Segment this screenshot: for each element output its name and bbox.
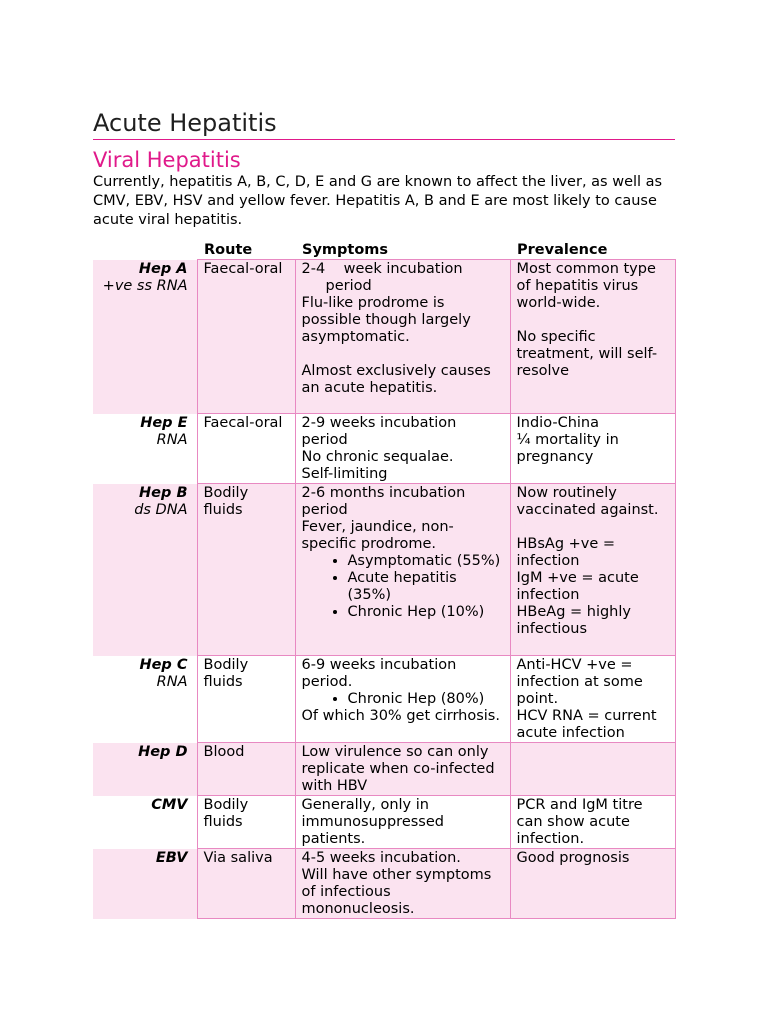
symptoms-cell xyxy=(295,484,510,656)
table-row xyxy=(93,414,675,484)
virus-genome: RNA xyxy=(156,431,188,448)
symptom-text: 2-4 week incubation xyxy=(301,261,463,277)
prevalence-text: HBeAg = highly infectious xyxy=(516,604,631,637)
table-row xyxy=(93,260,675,414)
prevalence-cell xyxy=(510,796,675,849)
virus-name: Hep B xyxy=(139,484,188,501)
prevalence-text: Indio-China xyxy=(516,415,599,431)
virus-name-cell xyxy=(93,260,197,414)
prevalence-text: No specific treatment, will self-resolve xyxy=(516,329,658,379)
symptom-text: 4-5 weeks incubation. xyxy=(301,850,461,866)
column-header-route: Route xyxy=(204,242,253,258)
page-title: Acute Hepatitis xyxy=(93,108,675,140)
virus-name-cell xyxy=(93,484,197,656)
virus-genome: +ve ss RNA xyxy=(102,277,188,294)
symptom-text: Will have other symptoms of infectious mononucleosis. xyxy=(301,867,492,917)
hepatitis-table xyxy=(93,259,676,919)
column-header-prevalence: Prevalence xyxy=(517,242,608,258)
prevalence-text: ¼ mortality in pregnancy xyxy=(516,432,619,465)
route-cell: Blood xyxy=(197,743,295,796)
symptoms-cell xyxy=(295,796,510,849)
list-item: • Chronic Hep (10%) xyxy=(348,604,504,621)
virus-genome: RNA xyxy=(156,673,188,690)
table-row xyxy=(93,796,675,849)
symptom-text: Fever, jaundice, non-specific prodrome. xyxy=(301,519,454,552)
table-row xyxy=(93,656,675,743)
symptom-bullet-list xyxy=(302,553,504,621)
virus-name: Hep E xyxy=(140,414,188,431)
symptoms-cell xyxy=(295,656,510,743)
table-row xyxy=(93,484,675,656)
symptom-text: 6-9 weeks incubation period. xyxy=(301,657,457,690)
virus-name: CMV xyxy=(151,796,188,813)
symptom-text: Of which 30% get cirrhosis. xyxy=(301,708,500,724)
route-cell: Via saliva xyxy=(197,849,295,919)
symptoms-cell xyxy=(295,414,510,484)
route-cell: Bodily fluids xyxy=(197,656,295,743)
virus-name-cell xyxy=(93,414,197,484)
prevalence-cell xyxy=(510,849,675,919)
prevalence-cell xyxy=(510,656,675,743)
virus-name-cell xyxy=(93,796,197,849)
symptoms-cell xyxy=(295,849,510,919)
symptom-text: Self-limiting xyxy=(301,466,388,482)
section-heading: Viral Hepatitis xyxy=(93,148,241,172)
symptom-text: Flu-like prodrome is possible though largely asymptomatic. xyxy=(301,295,471,345)
prevalence-text: Most common type of hepatitis virus world-wide. xyxy=(516,261,656,311)
virus-genome: ds DNA xyxy=(134,501,188,518)
virus-name: Hep D xyxy=(138,743,188,760)
virus-name-cell xyxy=(93,849,197,919)
symptoms-cell xyxy=(295,260,510,414)
symptom-text: Almost exclusively causes an acute hepatitis. xyxy=(301,363,491,396)
symptom-text: No chronic sequalae. xyxy=(301,449,454,465)
virus-name: Hep C xyxy=(139,656,188,673)
list-item: • Asymptomatic (55%) xyxy=(348,553,504,570)
list-item: • Acute hepatitis (35%) xyxy=(348,570,504,604)
virus-name: EBV xyxy=(155,849,188,866)
route-cell: Bodily fluids xyxy=(197,484,295,656)
prevalence-text: HBsAg +ve = infection xyxy=(516,536,616,569)
prevalence-cell xyxy=(510,260,675,414)
virus-name-cell xyxy=(93,656,197,743)
prevalence-cell xyxy=(510,484,675,656)
symptom-text: 2-6 months incubation period xyxy=(301,485,466,518)
prevalence-text: Now routinely vaccinated against. xyxy=(516,485,659,518)
symptom-text: Low virulence so can only replicate when co-infected with HBV xyxy=(301,744,495,794)
route-cell: Faecal-oral xyxy=(197,414,295,484)
table-row xyxy=(93,849,675,919)
route-cell: Bodily fluids xyxy=(197,796,295,849)
symptoms-cell xyxy=(295,743,510,796)
symptom-text: Generally, only in immunosuppressed patients. xyxy=(301,797,444,847)
route-cell: Faecal-oral xyxy=(197,260,295,414)
prevalence-cell xyxy=(510,743,675,796)
list-item: • Chronic Hep (80%) xyxy=(348,691,504,708)
prevalence-text: IgM +ve = acute infection xyxy=(516,570,639,603)
prevalence-text: HCV RNA = current acute infection xyxy=(516,708,657,741)
prevalence-text: Anti-HCV +ve = infection at some point. xyxy=(516,657,643,707)
prevalence-text: Good prognosis xyxy=(516,850,630,866)
virus-name: Hep A xyxy=(138,260,188,277)
prevalence-text: PCR and IgM titre can show acute infection. xyxy=(516,797,643,847)
symptom-bullet-list xyxy=(302,691,504,708)
virus-name-cell xyxy=(93,743,197,796)
column-header-symptoms: Symptoms xyxy=(302,242,389,258)
table-row xyxy=(93,743,675,796)
intro-paragraph: Currently, hepatitis A, B, C, D, E and G are known to affect the liver, as well as CMV, EBV, HSV and yellow fever. Hepatitis A, B and E are most likely to cause acute viral hepatitis. xyxy=(93,174,663,228)
symptom-text: 2-9 weeks incubation period xyxy=(301,415,457,448)
prevalence-cell xyxy=(510,414,675,484)
symptom-text: period xyxy=(325,278,372,294)
